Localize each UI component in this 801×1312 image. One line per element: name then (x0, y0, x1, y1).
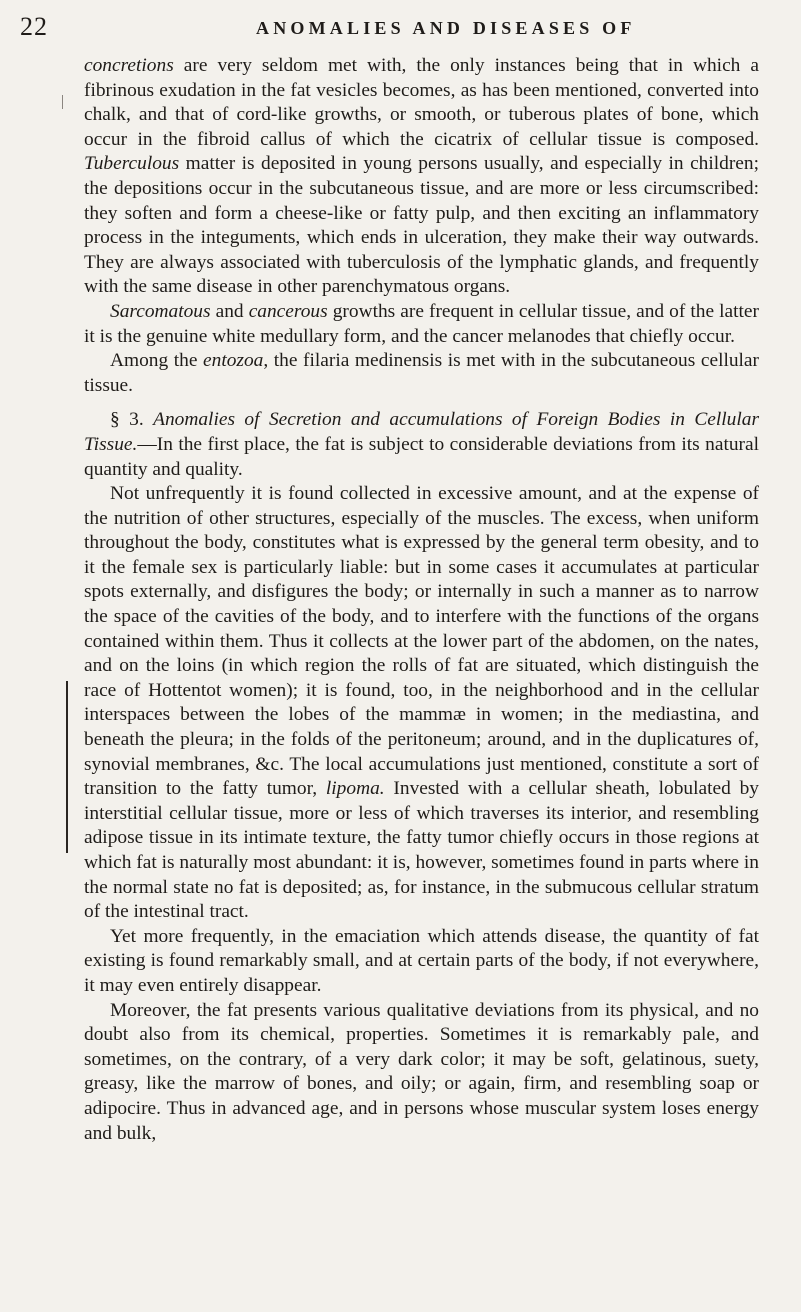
text-run: Moreover, the fat presents various qualitative deviations from its physical, and no doubt also from its chemical, properties. Sometimes it is remarkably pale, and sometimes, on the contrary, of a very dark color; it may be soft, gelatinous, suety, greasy, like the marrow of bones, and oily; or again, firm, and resembling soap or adipocire. Thus in advanced age, and in persons whose muscular system loses energy and bulk, (84, 999, 759, 1144)
italic-run: Tuberculous (84, 153, 180, 175)
text-run: and (210, 300, 249, 322)
paragraph (84, 54, 759, 300)
text-run: are very seldom met with, the only instances being that in which a fibrinous exudation in the fat vesicles becomes, as has been mentioned, converted into chalk, and that of cord-like growths, or smooth, or tuberous plates of bone, which occur in the fibroid callus of which the cicatrix of cellular tissue is composed. (84, 55, 759, 150)
text-run: —In the first place, the fat is subject to considerable deviations from its natural quantity and quality. (84, 433, 759, 480)
text-run: Yet more frequently, in the emaciation which attends disease, the quantity of fat existing is found remarkably small, and at certain parts of the body, if not everywhere, it may even entirely disappear. (84, 925, 759, 996)
page-header (20, 12, 761, 44)
text-run: Invested with a cellular sheath, lobulated by interstitial cellular tissue, more or less of which traverses its interior, and resembling adipose tissue in its intimate texture, the fatty tumor chiefly occurs in those regions at which fat is naturally most abundant: it is, however, sometimes found in parts where in the normal state no fat is deposited; as, for instance, in the submucous cellular stratum of the intestinal tract. (84, 778, 759, 923)
italic-run: entozoa (203, 350, 264, 372)
text-run: , the filaria medinensis is met with in the subcutaneous cellular tissue. (84, 350, 759, 396)
paragraph (84, 300, 759, 349)
margin-bar (66, 681, 68, 853)
page-number: 22 (20, 12, 48, 41)
text-run: Among the (110, 350, 204, 372)
paragraph (84, 999, 759, 1147)
paragraph (84, 482, 759, 925)
italic-run: Sarcomatous (110, 300, 211, 322)
running-head: ANOMALIES AND DISEASES OF (256, 18, 636, 38)
italic-run: concretions (84, 55, 174, 76)
section-paragraph (84, 408, 759, 482)
text-run: growths are frequent in cellular tissue, and of the latter it is the genuine white medullary form, and the cancer melanodes that chiefly occur. (84, 300, 759, 347)
paragraph (84, 349, 759, 398)
margin-mark (62, 95, 67, 109)
text-run: Not unfrequently it is found collected in excessive amount, and at the expense of the nutrition of other structures, especially of the muscles. The excess, when uniform throughout the body, constitutes what is expressed by the general term obesity, and to it the female sex is particularly liable: but in some cases it accumulates at particular spots externally, and disfigures the body; or internally in such a manner as to narrow the space of the cavities of the body, and to interfere with the functions of the organs contained within them. Thus it collects at the lower part of the abdomen, on the nates, and on the loins (in which region the rolls of fat are situated, which distinguish the race of Hottentot women); it is found, too, in the neighborhood and in the cellular interspaces between the lobes of the mammæ in women; in the mediastina, and beneath the pleura; in the folds of the peritoneum; around, and in the duplicatures of, synovial membranes, &c. The local accumulations just mentioned, constitute a sort of transition to the fatty tumor, (84, 483, 759, 800)
italic-run: lipoma. (325, 778, 385, 800)
body-text (84, 54, 759, 1146)
italic-run: Anomalies of Secretion and accumulations of Foreign Bodies in Cellular Tissue. (84, 409, 760, 455)
text-run: matter is deposited in young persons usually, and especially in children; the depositions occur in the subcutaneous tissue, and are more or less circumscribed: they soften and form a cheese-like or fatty pulp, and then exciting an inflammatory process in the integuments, which ends in ulceration, they make their way outwards. They are always associated with tuberculosis of the lymphatic glands, and frequently with the same disease in other parenchymatous organs. (84, 153, 759, 298)
italic-run: cancerous (248, 300, 328, 322)
text-run: § 3. (110, 409, 154, 431)
paragraph (84, 925, 759, 999)
